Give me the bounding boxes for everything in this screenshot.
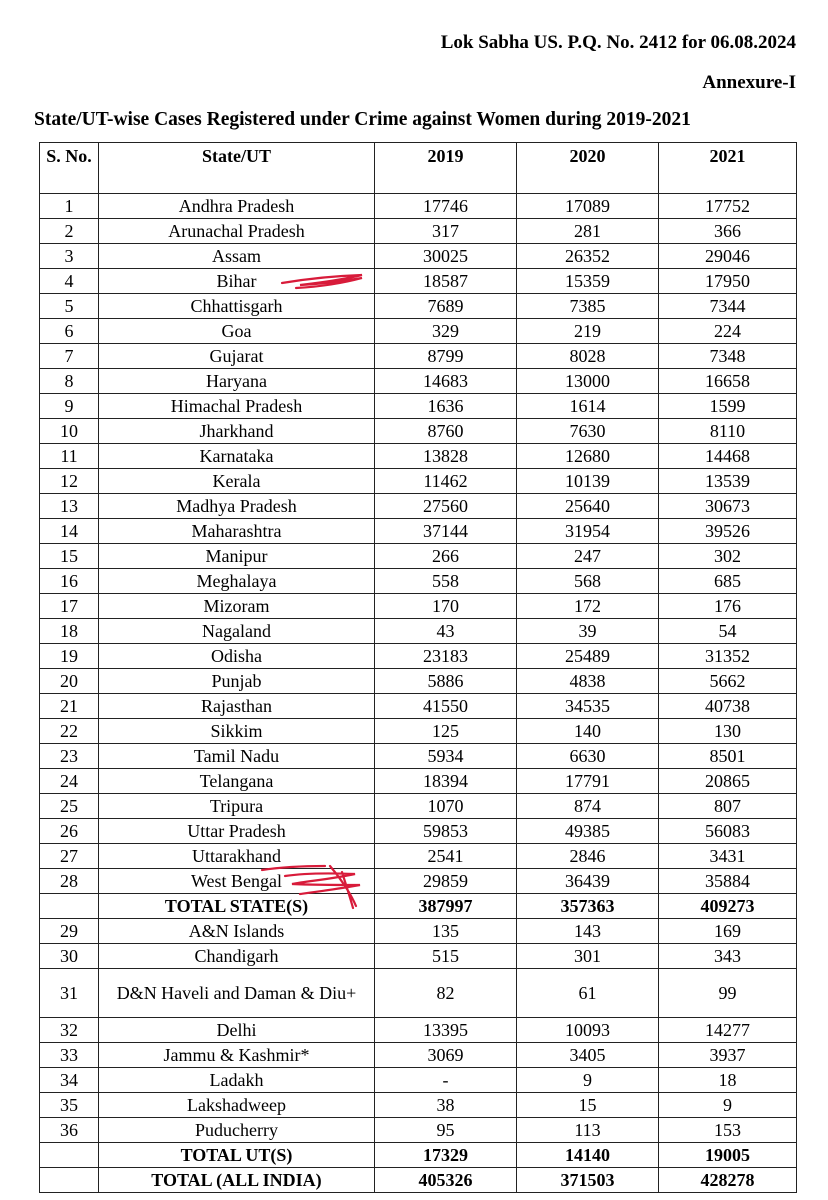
table-row (40, 1143, 797, 1168)
table-row (40, 719, 797, 744)
cell-state: Gujarat (99, 344, 375, 369)
cell-2021: 153 (659, 1118, 797, 1143)
cell-sno: 10 (40, 419, 99, 444)
cell-state: Ladakh (99, 1068, 375, 1093)
cell-2019: 515 (375, 944, 517, 969)
cell-2021: 224 (659, 319, 797, 344)
cell-2020: 371503 (517, 1168, 659, 1193)
cell-state: TOTAL STATE(S) (99, 894, 375, 919)
cell-2019: 405326 (375, 1168, 517, 1193)
cell-2021: 19005 (659, 1143, 797, 1168)
cell-2021: 5662 (659, 669, 797, 694)
cell-state: Jharkhand (99, 419, 375, 444)
cell-2021: 30673 (659, 494, 797, 519)
cell-2020: 15 (517, 1093, 659, 1118)
table-row (40, 294, 797, 319)
cell-2020: 247 (517, 544, 659, 569)
cell-state: Uttarakhand (99, 844, 375, 869)
cell-state: Goa (99, 319, 375, 344)
cell-sno: 11 (40, 444, 99, 469)
cell-2020: 25640 (517, 494, 659, 519)
cell-2020: 26352 (517, 244, 659, 269)
cell-2020: 17089 (517, 194, 659, 219)
table-title: State/UT-wise Cases Registered under Crime against Women during 2019-2021 (34, 109, 691, 130)
cell-2019: 7689 (375, 294, 517, 319)
cell-2020: 34535 (517, 694, 659, 719)
cell-sno: 13 (40, 494, 99, 519)
cell-2021: 99 (659, 969, 797, 1018)
cell-2020: 36439 (517, 869, 659, 894)
cell-2021: 39526 (659, 519, 797, 544)
cell-2019: 8799 (375, 344, 517, 369)
cell-state: Uttar Pradesh (99, 819, 375, 844)
cell-sno: 7 (40, 344, 99, 369)
cell-2020: 1614 (517, 394, 659, 419)
cell-state: Puducherry (99, 1118, 375, 1143)
cell-2020: 14140 (517, 1143, 659, 1168)
table-row (40, 794, 797, 819)
cell-2020: 6630 (517, 744, 659, 769)
table-row (40, 394, 797, 419)
cell-state: TOTAL UT(S) (99, 1143, 375, 1168)
cell-2021: 169 (659, 919, 797, 944)
cell-2019: 125 (375, 719, 517, 744)
table-row (40, 1068, 797, 1093)
cell-sno: 26 (40, 819, 99, 844)
cell-state: Telangana (99, 769, 375, 794)
cell-sno: 20 (40, 669, 99, 694)
cell-state: Sikkim (99, 719, 375, 744)
table-row (40, 319, 797, 344)
table-row (40, 1018, 797, 1043)
table-row (40, 544, 797, 569)
cell-2020: 4838 (517, 669, 659, 694)
column-header-2019: 2019 (375, 143, 517, 194)
cell-2020: 281 (517, 219, 659, 244)
column-header-sno: S. No. (40, 143, 99, 194)
cell-state: Himachal Pradesh (99, 394, 375, 419)
cell-2021: 176 (659, 594, 797, 619)
cell-sno: 17 (40, 594, 99, 619)
cell-2019: 1636 (375, 394, 517, 419)
cell-state: Punjab (99, 669, 375, 694)
cell-2021: 9 (659, 1093, 797, 1118)
cell-2021: 343 (659, 944, 797, 969)
cell-2021: 302 (659, 544, 797, 569)
annexure-label: Annexure-I (702, 72, 796, 93)
cell-sno: 34 (40, 1068, 99, 1093)
cell-2019: 13395 (375, 1018, 517, 1043)
cell-2021: 130 (659, 719, 797, 744)
cell-2020: 140 (517, 719, 659, 744)
cell-2021: 40738 (659, 694, 797, 719)
cell-sno: 24 (40, 769, 99, 794)
cell-state: Nagaland (99, 619, 375, 644)
cell-sno: 22 (40, 719, 99, 744)
cell-state: Madhya Pradesh (99, 494, 375, 519)
cell-2020: 25489 (517, 644, 659, 669)
cell-state: Mizoram (99, 594, 375, 619)
cell-2020: 301 (517, 944, 659, 969)
table-row (40, 219, 797, 244)
cell-state: Lakshadweep (99, 1093, 375, 1118)
cell-sno: 5 (40, 294, 99, 319)
cell-sno: 21 (40, 694, 99, 719)
cell-state: Haryana (99, 369, 375, 394)
cell-2021: 7344 (659, 294, 797, 319)
table-row (40, 1093, 797, 1118)
cell-sno: 27 (40, 844, 99, 869)
cell-sno: 35 (40, 1093, 99, 1118)
table-row (40, 519, 797, 544)
cell-2019: 170 (375, 594, 517, 619)
cell-2020: 39 (517, 619, 659, 644)
cell-2021: 35884 (659, 869, 797, 894)
cell-state: A&N Islands (99, 919, 375, 944)
table-row (40, 369, 797, 394)
cell-2019: 14683 (375, 369, 517, 394)
cell-2020: 219 (517, 319, 659, 344)
cell-state: Kerala (99, 469, 375, 494)
cell-2019: 18587 (375, 269, 517, 294)
cell-2021: 3431 (659, 844, 797, 869)
cell-2021: 366 (659, 219, 797, 244)
cell-2020: 31954 (517, 519, 659, 544)
cell-2021: 20865 (659, 769, 797, 794)
column-header-2021: 2021 (659, 143, 797, 194)
cell-sno: 23 (40, 744, 99, 769)
cell-2021: 8110 (659, 419, 797, 444)
cell-sno: 16 (40, 569, 99, 594)
cell-2019: 317 (375, 219, 517, 244)
table-body (40, 194, 797, 1193)
cell-2021: 7348 (659, 344, 797, 369)
cell-state: Andhra Pradesh (99, 194, 375, 219)
table-row (40, 744, 797, 769)
cell-2020: 12680 (517, 444, 659, 469)
cell-sno: 19 (40, 644, 99, 669)
cell-2020: 357363 (517, 894, 659, 919)
table-row (40, 869, 797, 894)
cell-2020: 7385 (517, 294, 659, 319)
question-reference: Lok Sabha US. P.Q. No. 2412 for 06.08.2024 (440, 32, 796, 53)
cell-sno: 9 (40, 394, 99, 419)
cell-state: Meghalaya (99, 569, 375, 594)
cell-sno: 14 (40, 519, 99, 544)
cell-2021: 16658 (659, 369, 797, 394)
cell-sno: 25 (40, 794, 99, 819)
cell-sno (40, 1143, 99, 1168)
cell-2019: 1070 (375, 794, 517, 819)
cell-state: Jammu & Kashmir* (99, 1043, 375, 1068)
cell-state: Karnataka (99, 444, 375, 469)
cell-2021: 18 (659, 1068, 797, 1093)
cell-state: Bihar (99, 269, 375, 294)
cell-2021: 31352 (659, 644, 797, 669)
cell-2019: 95 (375, 1118, 517, 1143)
cell-2020: 10093 (517, 1018, 659, 1043)
table-row (40, 694, 797, 719)
cell-2019: 11462 (375, 469, 517, 494)
cell-sno: 32 (40, 1018, 99, 1043)
cell-2019: 266 (375, 544, 517, 569)
table-row (40, 969, 797, 1018)
cell-2020: 9 (517, 1068, 659, 1093)
cell-2020: 15359 (517, 269, 659, 294)
table-row (40, 1118, 797, 1143)
cell-2019: 2541 (375, 844, 517, 869)
cell-2021: 14277 (659, 1018, 797, 1043)
table-row (40, 494, 797, 519)
table-row (40, 944, 797, 969)
cell-2019: 558 (375, 569, 517, 594)
cell-2020: 172 (517, 594, 659, 619)
cell-2020: 17791 (517, 769, 659, 794)
cell-2019: 38 (375, 1093, 517, 1118)
cell-state: Chhattisgarh (99, 294, 375, 319)
table-row (40, 844, 797, 869)
crime-table (39, 142, 797, 1193)
cell-state: D&N Haveli and Daman & Diu+ (99, 969, 375, 1018)
table-row (40, 469, 797, 494)
cell-2019: 30025 (375, 244, 517, 269)
cell-2019: 3069 (375, 1043, 517, 1068)
cell-2019: 41550 (375, 694, 517, 719)
cell-sno: 3 (40, 244, 99, 269)
cell-state: Assam (99, 244, 375, 269)
cell-2019: 5886 (375, 669, 517, 694)
column-header-state: State/UT (99, 143, 375, 194)
table-row (40, 1043, 797, 1068)
cell-state: Manipur (99, 544, 375, 569)
table-row (40, 819, 797, 844)
cell-2021: 14468 (659, 444, 797, 469)
cell-2021: 807 (659, 794, 797, 819)
cell-2019: 5934 (375, 744, 517, 769)
table-row (40, 1168, 797, 1193)
cell-state: Maharashtra (99, 519, 375, 544)
cell-2021: 54 (659, 619, 797, 644)
cell-2019: 8760 (375, 419, 517, 444)
cell-2021: 428278 (659, 1168, 797, 1193)
cell-sno: 4 (40, 269, 99, 294)
table-row (40, 894, 797, 919)
cell-2021: 29046 (659, 244, 797, 269)
cell-sno: 2 (40, 219, 99, 244)
cell-2019: 329 (375, 319, 517, 344)
cell-2019: 17746 (375, 194, 517, 219)
cell-sno: 8 (40, 369, 99, 394)
table-row (40, 269, 797, 294)
cell-2020: 8028 (517, 344, 659, 369)
cell-2019: - (375, 1068, 517, 1093)
cell-2019: 59853 (375, 819, 517, 844)
cell-sno: 33 (40, 1043, 99, 1068)
cell-2020: 2846 (517, 844, 659, 869)
cell-state: Tamil Nadu (99, 744, 375, 769)
cell-sno: 15 (40, 544, 99, 569)
cell-2019: 13828 (375, 444, 517, 469)
table-row (40, 619, 797, 644)
cell-state: Tripura (99, 794, 375, 819)
cell-2019: 387997 (375, 894, 517, 919)
table-row (40, 569, 797, 594)
cell-2019: 43 (375, 619, 517, 644)
cell-sno: 18 (40, 619, 99, 644)
cell-sno: 30 (40, 944, 99, 969)
cell-sno: 36 (40, 1118, 99, 1143)
table-row (40, 594, 797, 619)
cell-2020: 49385 (517, 819, 659, 844)
cell-sno: 1 (40, 194, 99, 219)
cell-2019: 29859 (375, 869, 517, 894)
cell-2020: 568 (517, 569, 659, 594)
table-row (40, 919, 797, 944)
cell-2020: 113 (517, 1118, 659, 1143)
cell-2020: 7630 (517, 419, 659, 444)
cell-2021: 56083 (659, 819, 797, 844)
table-row (40, 344, 797, 369)
table-row (40, 194, 797, 219)
cell-sno: 12 (40, 469, 99, 494)
cell-2019: 135 (375, 919, 517, 944)
cell-state: Rajasthan (99, 694, 375, 719)
cell-2019: 17329 (375, 1143, 517, 1168)
cell-sno: 31 (40, 969, 99, 1018)
cell-sno: 29 (40, 919, 99, 944)
cell-state: Arunachal Pradesh (99, 219, 375, 244)
table-row (40, 769, 797, 794)
cell-2021: 685 (659, 569, 797, 594)
cell-2019: 18394 (375, 769, 517, 794)
cell-2020: 874 (517, 794, 659, 819)
cell-sno: 6 (40, 319, 99, 344)
cell-state: Delhi (99, 1018, 375, 1043)
cell-2021: 17752 (659, 194, 797, 219)
cell-sno (40, 894, 99, 919)
cell-sno (40, 1168, 99, 1193)
cell-2020: 10139 (517, 469, 659, 494)
cell-2021: 8501 (659, 744, 797, 769)
cell-2021: 409273 (659, 894, 797, 919)
table-header-row (40, 143, 797, 194)
column-header-2020: 2020 (517, 143, 659, 194)
cell-2019: 37144 (375, 519, 517, 544)
cell-2021: 17950 (659, 269, 797, 294)
cell-2021: 1599 (659, 394, 797, 419)
table-row (40, 244, 797, 269)
cell-2019: 23183 (375, 644, 517, 669)
cell-2020: 143 (517, 919, 659, 944)
table-row (40, 444, 797, 469)
cell-2019: 82 (375, 969, 517, 1018)
cell-state: Odisha (99, 644, 375, 669)
cell-sno: 28 (40, 869, 99, 894)
cell-2020: 13000 (517, 369, 659, 394)
cell-2021: 3937 (659, 1043, 797, 1068)
cell-2020: 61 (517, 969, 659, 1018)
table-row (40, 419, 797, 444)
cell-state: TOTAL (ALL INDIA) (99, 1168, 375, 1193)
cell-state: West Bengal (99, 869, 375, 894)
cell-2021: 13539 (659, 469, 797, 494)
cell-2019: 27560 (375, 494, 517, 519)
cell-2020: 3405 (517, 1043, 659, 1068)
cell-state: Chandigarh (99, 944, 375, 969)
table-row (40, 669, 797, 694)
table-row (40, 644, 797, 669)
